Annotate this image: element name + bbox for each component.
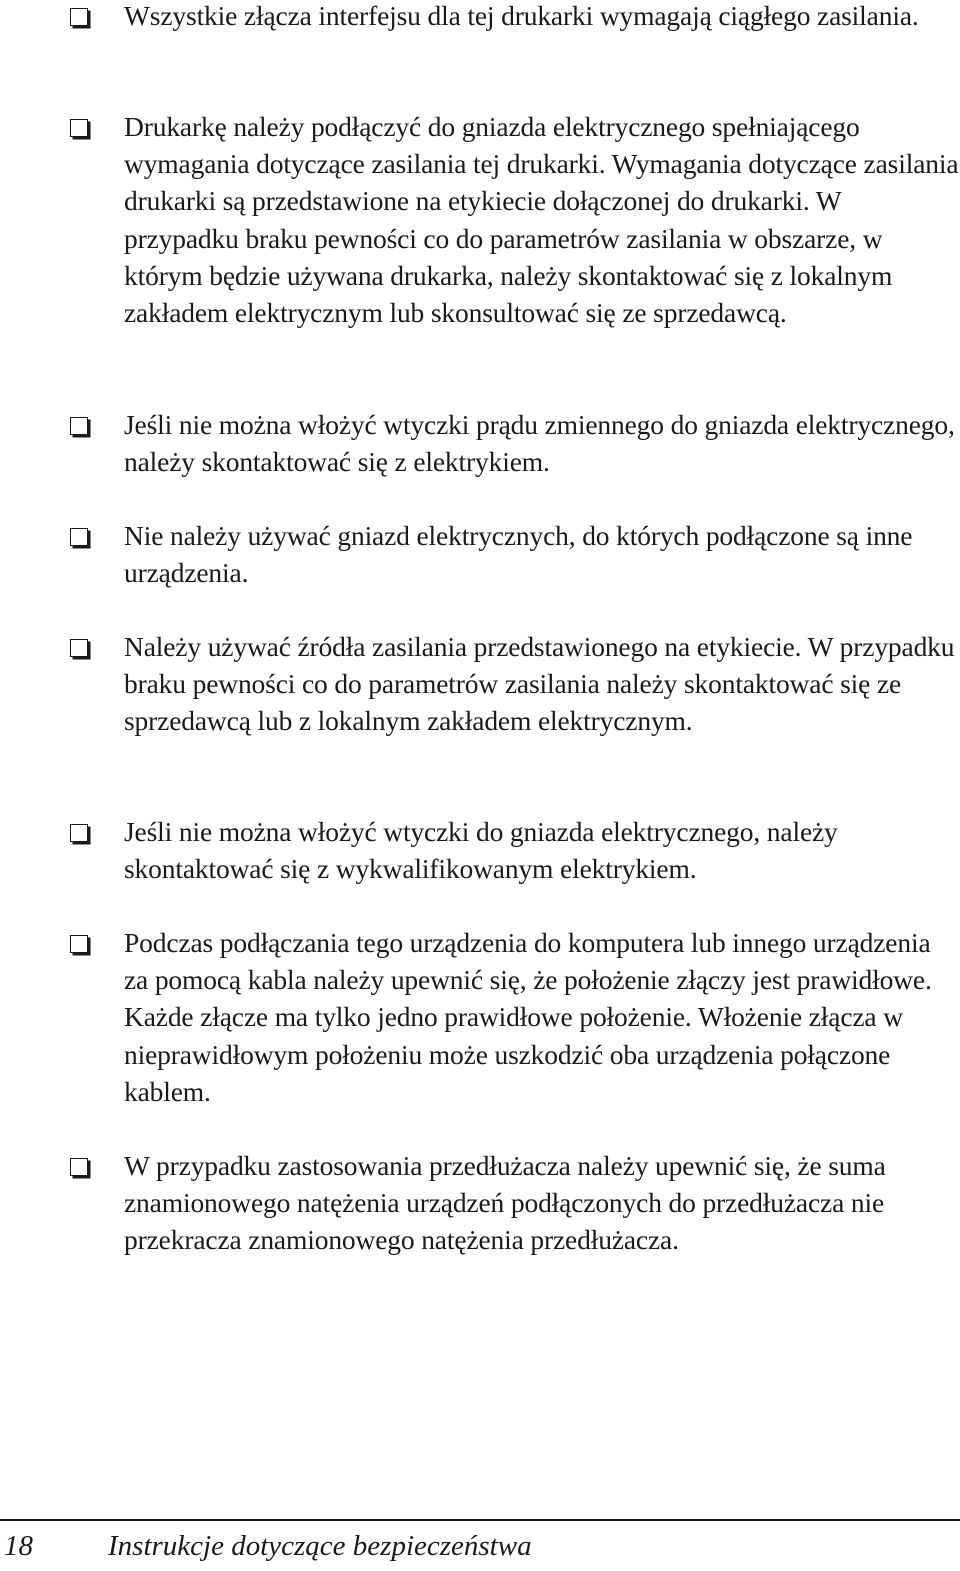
page-number: 18 (4, 1530, 33, 1562)
checkbox-bullet-icon (70, 1158, 88, 1176)
list-item-text: Drukarkę należy podłączyć do gniazda elektrycznego spełniającego wymagania dotyczące zasilania tej drukarki. Wymagania dotyczące zasilania drukarki są przedstawione na etykiecie dołączonej do drukarki. W przypadku braku pewności co do parametrów zasilania w obszarze, w którym będzie używana drukarka, należy skontaktować się z lokalnym zakładem elektrycznym lub skonsultować się ze sprzedawcą. (124, 111, 959, 329)
checkbox-bullet-icon (70, 417, 88, 435)
list-item-text: W przypadku zastosowania przedłużacza należy upewnić się, że suma znamionowego natężenia urządzeń podłączonych do przedłużacza nie przekracza znamionowego natężenia przedłużacza. (124, 1150, 886, 1256)
checkbox-bullet-icon (70, 935, 88, 953)
checkbox-bullet-icon (70, 528, 88, 546)
checkbox-bullet-icon (70, 8, 88, 26)
checkbox-bullet-icon (70, 119, 88, 137)
list-item-text: Wszystkie złącza interfejsu dla tej drukarki wymagają ciągłego zasilania. (124, 0, 919, 31)
list-item-text: Należy używać źródła zasilania przedstawionego na etykiecie. W przypadku braku pewności co do parametrów zasilania należy skontaktować się ze sprzedawcą lub z lokalnym zakładem elektrycznym. (124, 631, 955, 737)
checkbox-bullet-icon (70, 639, 88, 657)
checkbox-bullet-icon (70, 824, 88, 842)
list-item-text: Podczas podłączania tego urządzenia do komputera lub innego urządzenia za pomocą kabla należy upewnić się, że położenie złączy jest prawidłowe. Każde złącze ma tylko jedno prawidłowe położenie. Włożenie złącza w nieprawidłowym położeniu może uszkodzić oba urządzenia połączone kablem. (124, 927, 932, 1107)
list-item-text: Jeśli nie można włożyć wtyczki do gniazda elektrycznego, należy skontaktować się z wykwalifikowanym elektrykiem. (124, 816, 838, 885)
footer-divider (0, 1519, 960, 1521)
list-item-text: Nie należy używać gniazd elektrycznych, do których podłączone są inne urządzenia. (124, 520, 913, 589)
section-title: Instrukcje dotyczące bezpieczeństwa (108, 1530, 532, 1562)
list-item-text: Jeśli nie można włożyć wtyczki prądu zmiennego do gniazda elektrycznego, należy skontaktować się z elektrykiem. (124, 409, 955, 478)
